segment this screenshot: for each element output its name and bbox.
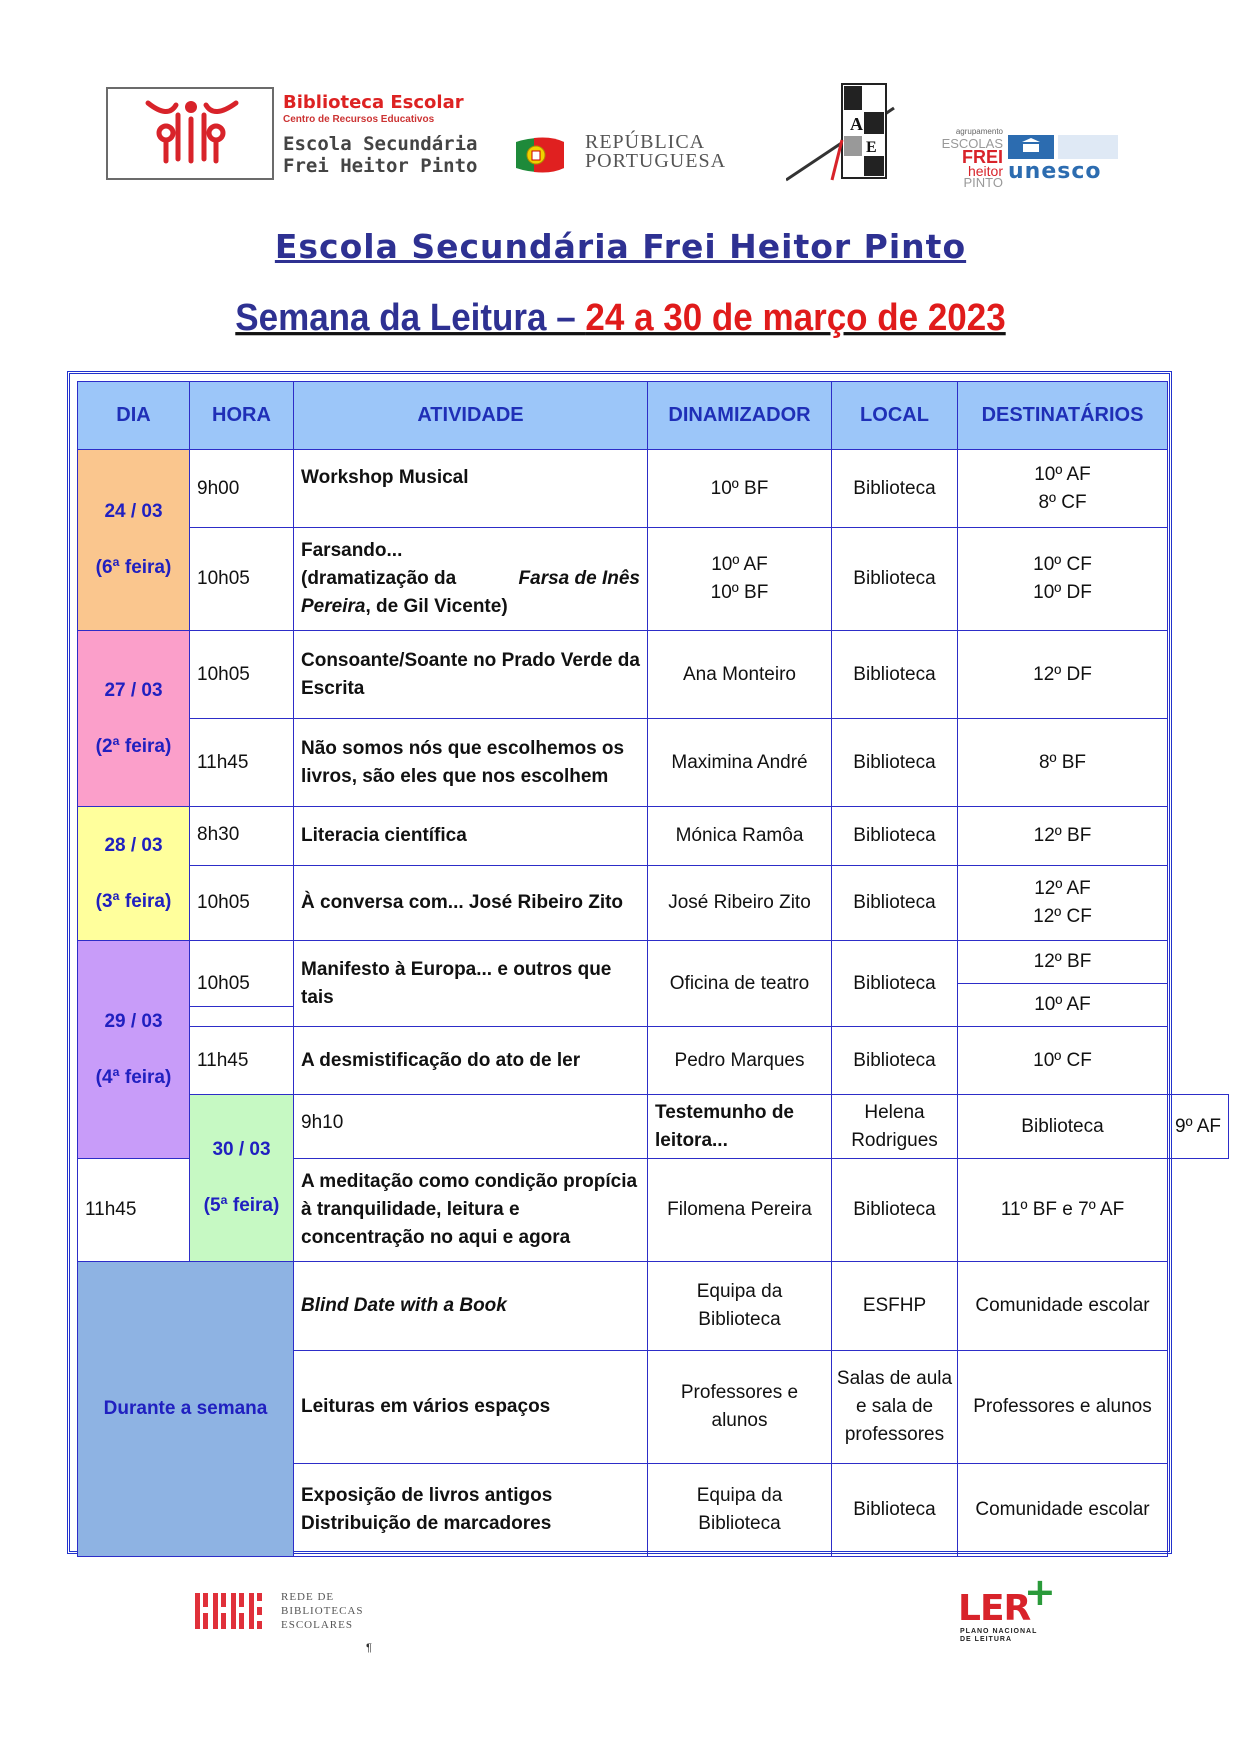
atividade-cell: Literacia científica [294,807,648,866]
table-row [78,1095,1229,1159]
people-icon [108,89,272,178]
atividade-cell: Leituras em vários espaços [294,1351,648,1464]
local-cell: Biblioteca [832,1159,958,1262]
agrup-line-1: agrupamento [955,127,1003,136]
table-row [78,528,1229,631]
table-row [78,941,1229,1027]
agrup-line-4: heitor [967,163,1003,179]
destinatarios-cell: 10º CF [958,1027,1168,1095]
agrupamento-emblem-icon [786,80,896,182]
atividade-cell: Não somos nós que escolhemos os livros, são eles que nos escolhem [294,719,648,807]
destinatarios-cell: 11º BF e 7º AF [958,1159,1168,1262]
day-cell [78,450,190,631]
hora-cell: 8h30 [190,807,294,866]
hora-cell [190,941,294,1027]
atividade-cell: À conversa com... José Ribeiro Zito [294,866,648,941]
dest-line: 12º BF [958,941,1167,984]
rbe-mark-icon [195,1591,275,1631]
atividade-cell: A desmistificação do ato de ler [294,1027,648,1095]
local-cell: Biblioteca [832,1027,958,1095]
republica-portuguesa-logo [585,133,726,171]
unesco-logo [1008,135,1128,184]
header-dia: DIA [78,382,190,450]
hora-line: 10h05 [190,962,293,1007]
atividade-line: Farsando... [301,540,403,561]
day-date: 27 / 03 [104,679,163,701]
table-row [78,807,1229,866]
header-dinamizador: DINAMIZADOR [648,382,832,450]
dinamizador-cell: Equipa da Biblioteca [648,1262,832,1351]
dest-line: 12º AF [1034,878,1091,899]
local-cell: Biblioteca [832,1464,958,1557]
destinatarios-cell: 12º DF [958,631,1168,719]
dinamizador-cell: Equipa da Biblioteca [648,1464,832,1557]
atividade-cell [294,528,648,631]
dest-line: 10º AF [1034,994,1091,1015]
table-row [78,1027,1229,1095]
day-cell [78,631,190,807]
destinatarios-cell: Professores e alunos [958,1351,1168,1464]
agrup-line-5: PINTO [963,175,1003,190]
pilcrow-mark: ¶ [366,1642,372,1654]
dest-line: 10º CF [1033,554,1092,575]
dinamizador-cell: Professores e alunos [648,1351,832,1464]
atividade-line: Exposição de livros antigos [301,1485,553,1506]
dinamizador-cell: Helena Rodrigues [832,1095,958,1159]
dinamizador-line: 10º BF [710,582,769,603]
atividade-part: , de Gil Vicente) [365,596,508,617]
dest-line: 10º AF [1034,463,1091,485]
day-date: 24 / 03 [104,501,163,522]
local-cell: Biblioteca [958,1095,1168,1159]
header-local: LOCAL [832,382,958,450]
biblio-line-4: Frei Heitor Pinto [283,155,478,177]
day-date: 30 / 03 [212,1139,271,1160]
table-row [78,631,1229,719]
destinatarios-cell [958,450,1168,528]
dest-line: 12º CF [1033,906,1092,927]
agrup-line-2: ESCOLAS [941,136,1003,151]
table-header-row [78,382,1229,450]
local-cell: Biblioteca [832,450,958,528]
dest-line: 10º DF [1033,582,1092,603]
day-weekday: (6ª feira) [95,557,172,578]
day-weekday: (3ª feira) [95,890,172,912]
destinatarios-cell: Comunidade escolar [958,1464,1168,1557]
dinamizador-cell: Filomena Pereira [648,1159,832,1262]
header-atividade: ATIVIDADE [294,382,648,450]
week-title [0,296,1241,339]
atividade-line [301,565,640,593]
pnl-line: DE LEITURA [960,1636,1012,1643]
pnl-line: PLANO NACIONAL [960,1628,1038,1635]
day-date: 29 / 03 [104,1010,163,1032]
ler-plus-logo [958,1570,1056,1648]
dinamizador-cell: Ana Monteiro [648,631,832,719]
destinatarios-cell [958,866,1168,941]
local-cell: Salas de aula e sala de professores [832,1351,958,1464]
agrupamento-text [905,126,1003,189]
day-cell [78,941,190,1159]
week-cell: Durante a semana [78,1262,294,1557]
atividade-line: Distribuição de marcadores [301,1513,552,1534]
pnl-text [960,1628,1037,1644]
rbe-line: REDE DE [281,1591,335,1603]
rbe-line: ESCOLARES [281,1619,353,1631]
hora-cell: 11h45 [78,1159,190,1262]
schedule-table [77,381,1229,1557]
table-row [78,450,1229,528]
atividade-cell: A meditação como condição propícia à tranquilidade, leitura e concentração no aqui e agora [294,1159,648,1262]
dinamizador-line: 10º AF [711,554,768,575]
republica-line-1: REPÚBLICA [585,131,706,153]
ler-word: LER [958,1588,1031,1629]
dinamizador-cell: Maximina André [648,719,832,807]
atividade-cell: Testemunho de leitora... [648,1095,832,1159]
ler-plus-icon: + [1024,1570,1056,1614]
day-date: 28 / 03 [104,834,163,856]
atividade-part: (dramatização da [301,568,457,589]
week-title-label: Semana da Leitura – [235,296,586,339]
atividade-line [301,593,640,621]
dinamizador-cell: Mónica Ramôa [648,807,832,866]
destinatarios-cell: 8º BF [958,719,1168,807]
atividade-cell: Workshop Musical [294,450,648,528]
destinatarios-cell [958,941,1168,1027]
local-cell: Biblioteca [832,941,958,1027]
unesco-word: unesco [1008,159,1102,184]
biblioteca-escolar-logo [106,87,274,180]
svg-text:E: E [866,139,877,156]
local-cell: Biblioteca [832,807,958,866]
destinatarios-cell: 9º AF [1168,1095,1229,1159]
rbe-text [281,1590,364,1632]
atividade-cell [294,1464,648,1557]
rbe-line: BIBLIOTECAS [281,1605,364,1617]
republica-line-2: PORTUGUESA [585,150,727,172]
day-weekday: (2ª feira) [95,735,172,757]
svg-text:A: A [850,114,863,134]
hora-cell: 9h10 [294,1095,648,1159]
dinamizador-cell: José Ribeiro Zito [648,866,832,941]
portugal-flag-icon [512,132,568,176]
biblio-line-3: Escola Secundária [283,133,478,155]
hora-cell: 11h45 [190,719,294,807]
unesco-temple-icon [1008,135,1054,159]
day-weekday: (4ª feira) [95,1066,172,1088]
dinamizador-cell: Oficina de teatro [648,941,832,1027]
local-cell: Biblioteca [832,631,958,719]
destinatarios-cell [958,528,1168,631]
week-title-dates: 24 a 30 de março de 2023 [585,296,1006,339]
hora-cell: 11h45 [190,1027,294,1095]
destinatarios-cell: 12º BF [958,807,1168,866]
table-row [78,866,1229,941]
hora-cell: 10h05 [190,631,294,719]
atividade-part: Pereira [301,596,366,617]
local-cell: Biblioteca [832,866,958,941]
dinamizador-cell [648,528,832,631]
atividade-cell: Consoante/Soante no Prado Verde da Escrita [294,631,648,719]
atividade-cell: Manifesto à Europa... e outros que tais [294,941,648,1027]
local-cell: Biblioteca [832,528,958,631]
destinatarios-cell: Comunidade escolar [958,1262,1168,1351]
unesco-chair-icon [1058,135,1118,159]
atividade-cell: Blind Date with a Book [294,1262,648,1351]
dinamizador-cell: Pedro Marques [648,1027,832,1095]
dest-line: 8º CF [1038,491,1087,513]
agrup-line-3: FREI [961,147,1003,167]
hora-cell: 10h05 [190,528,294,631]
hora-cell: 10h05 [190,866,294,941]
table-row [78,1262,1229,1351]
biblio-line-2: Centro de Recursos Educativos [283,114,435,125]
atividade-part: Farsa de Inês [518,568,640,589]
biblio-line-1: Biblioteca Escolar [283,92,464,113]
dinamizador-cell: 10º BF [648,450,832,528]
day-weekday: (5ª feira) [203,1195,280,1216]
rbe-logo [195,1590,365,1634]
school-title: Escola Secundária Frei Heitor Pinto [274,227,967,266]
day-cell [78,807,190,941]
header-destinatarios: DESTINATÁRIOS [958,382,1168,450]
day-cell [190,1095,294,1262]
table-row [78,719,1229,807]
biblioteca-escolar-text [283,92,513,177]
local-cell: Biblioteca [832,719,958,807]
header-hora: HORA [190,382,294,450]
hora-cell: 9h00 [190,450,294,528]
local-cell: ESFHP [832,1262,958,1351]
